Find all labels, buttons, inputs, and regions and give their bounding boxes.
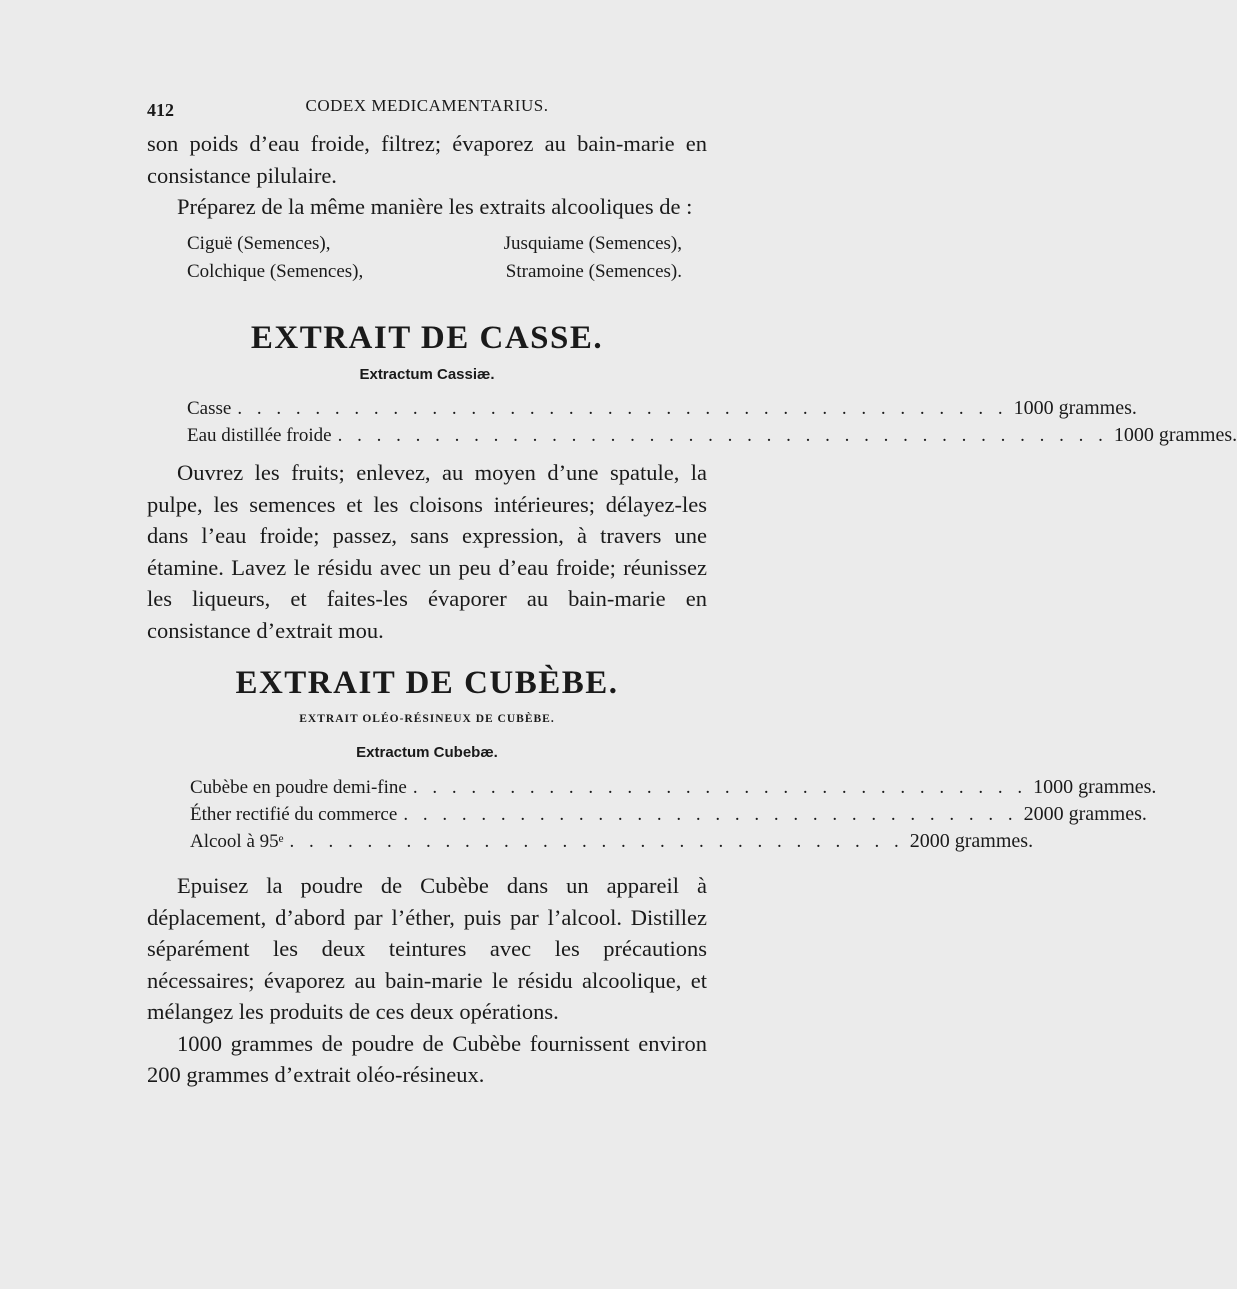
ingredient-name: Éther rectifié du commerce xyxy=(190,804,398,825)
intro-paragraph-preparation: Préparez de la même manière les extraits alcooliques de : xyxy=(177,194,693,219)
leader-dots: . . . . . . . . . . . . . . . . . . . . . . . . . . . . . . . . . . . . . . . . xyxy=(337,425,1108,446)
ingredient-name: Alcool à 95ᵉ xyxy=(190,831,284,852)
list-item: Colchique (Semences), xyxy=(187,261,364,282)
recipe-casse xyxy=(187,395,1237,449)
page-number: 412 xyxy=(147,100,174,120)
paragraph: Ouvrez les fruits; enlevez, au moyen d’une spatule, la pulpe, les semences et les cloisons intérieures; délayez-les dans l’eau froide; passez, sans expression, à travers une étamine. Lavez le résidu avec un peu d’eau froide; réunissez les liqueurs, et faites-les évaporer au bain-marie en consistance d’extrait mou. xyxy=(147,460,707,643)
paragraph: Epuisez la poudre de Cubèbe dans un appareil à déplacement, d’abord par l’éther, puis par l’alcool. Distillez séparément les deux teintures avec les précautions nécessaires; évaporez au bain-marie le résidu alcoolique, et mélangez les produits de ces deux opérations. xyxy=(147,873,707,1024)
running-head: CODEX MEDICAMENTARIUS. xyxy=(305,96,549,115)
latin-name-cubebe: Extractum Cubebæ. xyxy=(356,744,498,761)
list-item: Stramoine (Semences). xyxy=(505,261,682,282)
ingredient-quantity: 1000 grammes. xyxy=(1113,424,1237,446)
recipe-row xyxy=(190,774,1157,801)
recipe-cubebe xyxy=(190,774,1157,855)
ingredient-name: Cubèbe en poudre demi-fine xyxy=(190,777,407,798)
section-title-casse: EXTRAIT DE CASSE. xyxy=(250,320,604,356)
recipe-row xyxy=(190,801,1147,828)
alcoholic-extracts-list xyxy=(187,230,682,286)
intro-text xyxy=(147,128,707,223)
cubebe-instructions xyxy=(147,870,707,1091)
section-title-cubebe: EXTRAIT DE CUBÈBE. xyxy=(235,665,619,701)
ingredient-name: Casse xyxy=(187,398,232,419)
latin-name-casse: Extractum Cassiæ. xyxy=(359,366,495,383)
casse-instructions xyxy=(147,457,707,646)
ingredient-name: Eau distillée froide xyxy=(187,425,332,446)
list-row xyxy=(187,230,682,258)
ingredient-quantity: 1000 grammes. xyxy=(1013,397,1137,419)
list-item: Ciguë (Semences), xyxy=(187,233,331,254)
recipe-row xyxy=(187,395,1137,422)
leader-dots: . . . . . . . . . . . . . . . . . . . . . . . . . . . . . . . . xyxy=(403,804,1018,825)
leader-dots: . . . . . . . . . . . . . . . . . . . . . . . . . . . . . . . . xyxy=(412,777,1028,798)
ingredient-quantity: 2000 grammes. xyxy=(1023,803,1147,825)
intro-paragraph-continued: son poids d’eau froide, filtrez; évaporez au bain-marie en consistance pilulaire. xyxy=(147,131,707,188)
list-item: Jusquiame (Semences), xyxy=(503,233,682,254)
ingredient-quantity: 2000 grammes. xyxy=(909,830,1034,852)
subtitle-cubebe: EXTRAIT OLÉO-RÉSINEUX DE CUBÈBE. xyxy=(299,713,555,725)
recipe-row xyxy=(190,828,1034,855)
paragraph: 1000 grammes de poudre de Cubèbe fournissent environ 200 grammes d’extrait oléo-résineux. xyxy=(147,1030,707,1087)
recipe-row xyxy=(187,422,1237,449)
leader-dots: . . . . . . . . . . . . . . . . . . . . . . . . . . . . . . . . xyxy=(289,831,904,852)
page-header xyxy=(147,96,707,122)
ingredient-quantity: 1000 grammes. xyxy=(1033,776,1157,798)
leader-dots: . . . . . . . . . . . . . . . . . . . . . . . . . . . . . . . . . . . . . . . . xyxy=(237,398,1008,419)
list-row xyxy=(187,258,682,286)
